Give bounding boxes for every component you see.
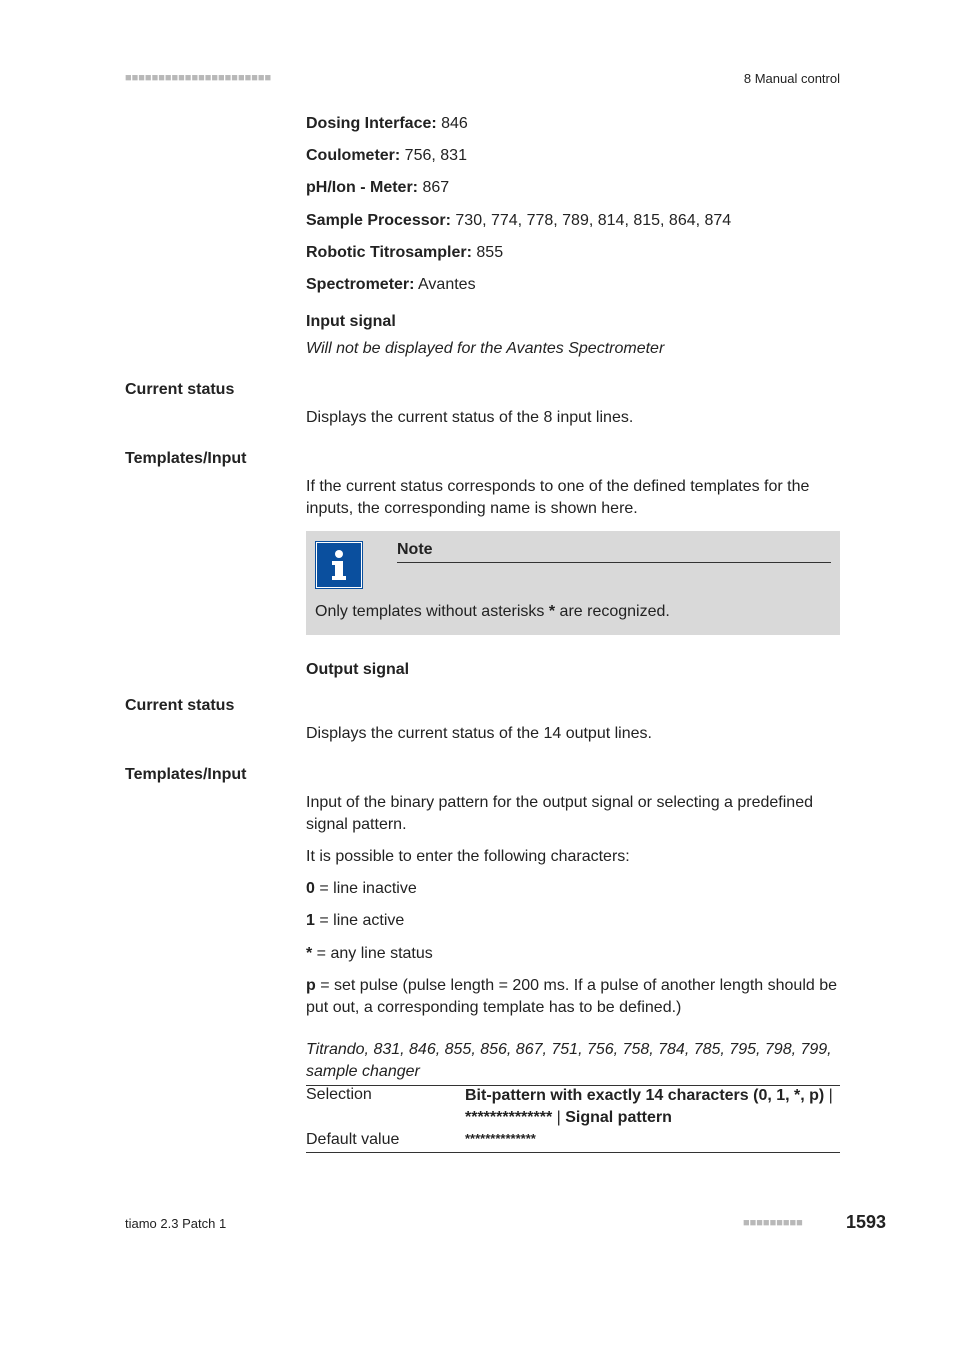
output-templates-text: Input of the binary pattern for the output signal or selecting a predefined signal pattern. bbox=[306, 794, 813, 833]
info-icon bbox=[316, 542, 362, 588]
device-value: 756, 831 bbox=[400, 147, 467, 164]
footer-product: tiamo 2.3 Patch 1 bbox=[125, 1216, 227, 1231]
chapter-title: 8 Manual control bbox=[743, 71, 840, 86]
char-def-0: 0 = line inactive bbox=[306, 880, 417, 897]
device-value: 730, 774, 778, 789, 814, 815, 864, 874 bbox=[450, 212, 732, 229]
output-signal-heading: Output signal bbox=[306, 661, 410, 678]
table-bottom-rule bbox=[306, 1152, 840, 1153]
device-line-sample-processor bbox=[306, 210, 731, 232]
selection-label: Selection bbox=[306, 1086, 372, 1103]
output-chars-intro: It is possible to enter the following characters: bbox=[306, 848, 630, 865]
device-line-coulometer bbox=[306, 145, 467, 167]
output-templates-heading: Templates/Input bbox=[125, 766, 247, 783]
default-value: ************** bbox=[465, 1131, 536, 1146]
note-title: Note bbox=[397, 541, 433, 558]
char-def-asterisk: * = any line status bbox=[306, 945, 433, 962]
char-def-p: p = set pulse (pulse length = 200 ms. If a pulse of another length should be put out, a corresponding template has to be defined.) bbox=[306, 977, 838, 1016]
output-current-status-text: Displays the current status of the 14 output lines. bbox=[306, 725, 652, 742]
input-templates-text: If the current status corresponds to one of the defined templates for the inputs, the corresponding name is shown here. bbox=[306, 478, 810, 517]
device-label: Spectrometer: bbox=[306, 276, 415, 293]
note-box bbox=[306, 531, 840, 635]
device-value: 867 bbox=[418, 179, 450, 196]
device-value: Avantes bbox=[414, 276, 476, 293]
char-def-1: 1 = line active bbox=[306, 912, 405, 929]
device-label: Coulometer: bbox=[306, 147, 401, 164]
device-line-dosing bbox=[306, 113, 468, 135]
selection-value: Bit-pattern with exactly 14 characters (0, 1, *, p) | ************** | Signal pattern bbox=[465, 1087, 833, 1126]
device-label: pH/Ion - Meter: bbox=[306, 179, 418, 196]
device-label: Dosing Interface: bbox=[306, 115, 437, 132]
device-label: Sample Processor: bbox=[306, 212, 451, 229]
device-label: Robotic Titrosampler: bbox=[306, 244, 472, 261]
input-current-status-text: Displays the current status of the 8 input lines. bbox=[306, 409, 634, 426]
input-current-status-heading: Current status bbox=[125, 381, 235, 398]
device-line-robotic bbox=[306, 242, 503, 264]
device-line-ph-meter bbox=[306, 177, 449, 199]
input-templates-heading: Templates/Input bbox=[125, 450, 247, 467]
footer-decoration: ■■■■■■■■■ bbox=[743, 1217, 803, 1229]
device-value: 855 bbox=[471, 244, 504, 261]
input-signal-remark: Will not be displayed for the Avantes Spectrometer bbox=[306, 340, 665, 357]
note-divider bbox=[397, 562, 831, 563]
header-decoration: ■■■■■■■■■■■■■■■■■■■■■■ bbox=[125, 72, 272, 84]
note-text: Only templates without asterisks * are recognized. bbox=[315, 603, 670, 620]
input-signal-heading: Input signal bbox=[306, 313, 396, 330]
device-line-spectrometer bbox=[306, 274, 476, 296]
output-current-status-heading: Current status bbox=[125, 697, 235, 714]
default-value-label: Default value bbox=[306, 1131, 400, 1148]
output-devices-remark: Titrando, 831, 846, 855, 856, 867, 751, 756, 758, 784, 785, 795, 798, 799, sample changer bbox=[306, 1041, 832, 1080]
page-number: 1593 bbox=[846, 1212, 887, 1232]
device-value: 846 bbox=[436, 115, 468, 132]
